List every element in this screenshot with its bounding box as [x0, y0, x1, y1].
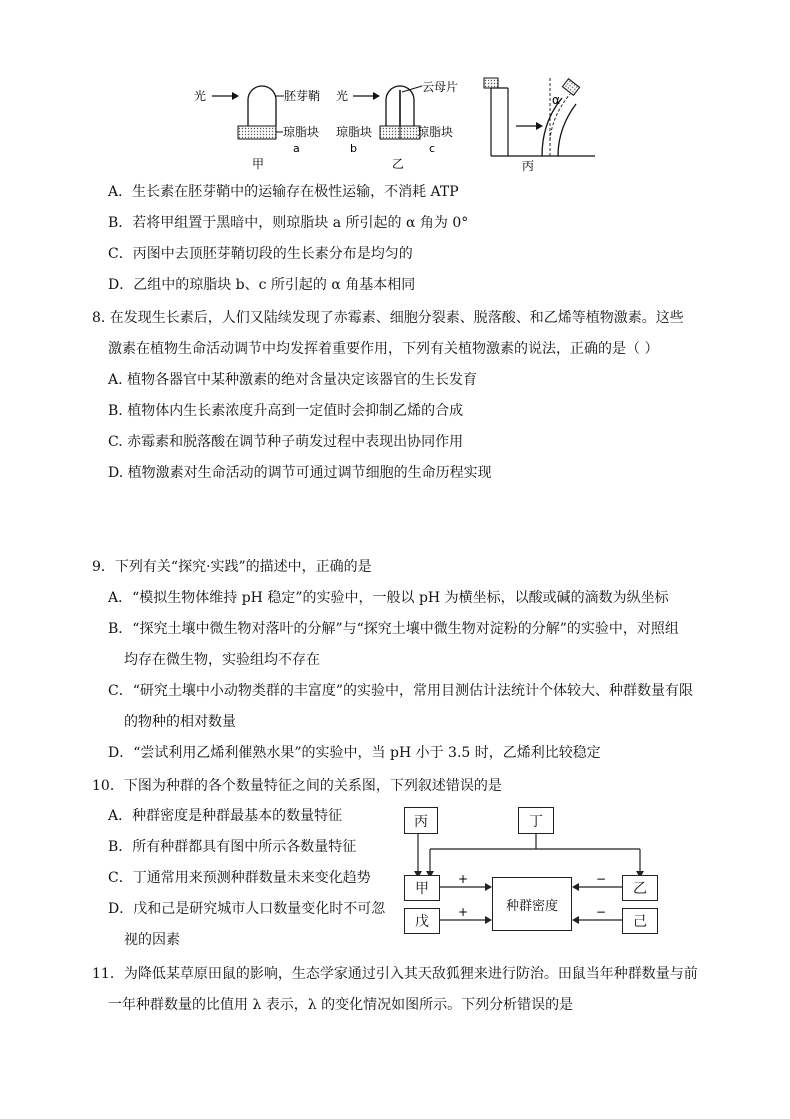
q10-option-c: C．丁通常用来预测种群数量未来变化趋势: [108, 870, 371, 886]
q10-stem: 10．下图为种群的各个数量特征之间的关系图，下列叙述错误的是: [92, 778, 502, 794]
minus-sign-2: −: [596, 905, 607, 919]
sub-label-b: b: [350, 142, 357, 155]
q9-option-b: B．“探究土壤中微生物对落叶的分解”与“探究土壤中微生物对淀粉的分解”的实验中，对照组: [108, 621, 679, 637]
label-yi: 乙: [392, 157, 405, 171]
arrow-icon: [572, 916, 579, 924]
agar-label-b: 琼脂块: [336, 125, 373, 139]
q9-option-c-cont: 的物种的相对数量: [124, 714, 236, 730]
diagram-node-bing: 丙: [404, 807, 438, 834]
coleoptile-shape: [248, 86, 276, 126]
q10-option-d: D．戊和己是研究城市人口数量变化时不可忽: [108, 901, 386, 917]
figure-yi: [336, 79, 458, 171]
q10-option-d-cont: 视的因素: [124, 932, 180, 948]
alpha-label: α: [552, 93, 560, 107]
q10-option-b: B．所有种群都具有图中所示各数量特征: [108, 839, 357, 855]
plus-sign-2: +: [458, 905, 469, 919]
diagram-node-ding: 丁: [518, 807, 554, 834]
minus-sign-1: −: [596, 872, 607, 886]
mica-label: 云母片: [422, 80, 459, 94]
diagram-node-ji: 己: [622, 908, 658, 934]
agar-block-b: [380, 126, 400, 139]
light-arrow-icon: [373, 92, 380, 100]
q8-stem-line2: 激素在植物生命活动调节中均发挥着重要作用，下列有关植物激素的说法，正确的是（ ）: [108, 341, 659, 357]
q9-option-c: C．“研究土壤中小动物类群的丰富度”的实验中，常用目测估计法统计个体较大、种群数量有限: [108, 683, 694, 699]
q7-option-d: D．乙组中的琼脂块 b、c 所引起的 α 角基本相同: [108, 277, 416, 293]
figure-bing: [484, 76, 595, 173]
q9-option-a: A．“模拟生物体维持 pH 稳定”的实验中，一般以 pH 为横坐标，以酸或碱的滴数为纵坐标: [108, 590, 669, 606]
arrow-icon: [536, 122, 543, 130]
coleoptile-label: 胚芽鞘: [284, 89, 321, 103]
q10-option-a: A．种群密度是种群最基本的数量特征: [108, 808, 343, 824]
q11-stem-line2: 一年种群数量的比值用 λ 表示，λ 的变化情况如图所示。下列分析错误的是: [108, 997, 574, 1013]
light-label-jia: 光: [194, 89, 207, 103]
q7-option-a: A．生长素在胚芽鞘中的运输存在极性运输，不消耗 ATP: [108, 184, 459, 200]
arrow-icon: [572, 883, 579, 891]
population-diagram: [400, 805, 670, 935]
light-label-yi: 光: [336, 89, 349, 103]
q8-stem-line1: 8. 在发现生长素后，人们又陆续发现了赤霉素、细胞分裂素、脱落酸、和乙烯等植物激素。这些: [92, 310, 684, 326]
sub-label-c: c: [429, 142, 436, 155]
q8-option-c: C. 赤霉素和脱落酸在调节种子萌发过程中表现出协同作用: [108, 434, 464, 450]
label-jia: 甲: [252, 157, 265, 171]
q11-stem-line1: 11．为降低某草原田鼠的影响，生态学家通过引入其天敌狐狸来进行防治。田鼠当年种群数量与前: [92, 966, 698, 982]
q7-figure: [190, 70, 600, 180]
agar-block-tilted: [562, 79, 579, 95]
sub-label-a: a: [293, 142, 300, 155]
diagram-node-wu: 戊: [404, 908, 440, 934]
agar-label-c: 琼脂块: [417, 125, 454, 139]
diagram-node-population-density: 种群密度: [492, 877, 572, 931]
q8-option-b: B. 植物体内生长素浓度升高到一定值时会抑制乙烯的合成: [108, 403, 464, 419]
agar-label-a: 琼脂块: [283, 125, 320, 139]
plus-sign-1: +: [458, 872, 469, 886]
agar-block-a: [238, 126, 276, 139]
q9-option-d: D．“尝试利用乙烯利催熟水果”的实验中，当 pH 小于 3.5 时，乙烯利比较稳定: [108, 745, 601, 761]
diagram-node-yi: 乙: [622, 875, 658, 901]
light-arrow-icon: [232, 92, 239, 100]
figure-jia: [194, 86, 320, 171]
arrow-icon: [485, 883, 492, 891]
q8-option-a: A. 植物各器官中某种激素的绝对含量决定该器官的生长发育: [108, 372, 478, 388]
q9-option-b-cont: 均存在微生物，实验组均不存在: [124, 652, 320, 668]
q7-option-c: C．丙图中去顶胚芽鞘切段的生长素分布是均匀的: [108, 246, 413, 262]
diagram-node-jia: 甲: [404, 875, 440, 901]
q8-option-d: D. 植物激素对生命活动的调节可通过调节细胞的生命历程实现: [108, 465, 492, 481]
q7-option-b: B．若将甲组置于黑暗中，则琼脂块 a 所引起的 α 角为 0°: [108, 215, 469, 231]
arrow-icon: [485, 916, 492, 924]
label-bing: 丙: [522, 159, 535, 173]
agar-block-top: [484, 78, 498, 88]
q9-stem: 9．下列有关“探究·实践”的描述中，正确的是: [92, 559, 372, 575]
